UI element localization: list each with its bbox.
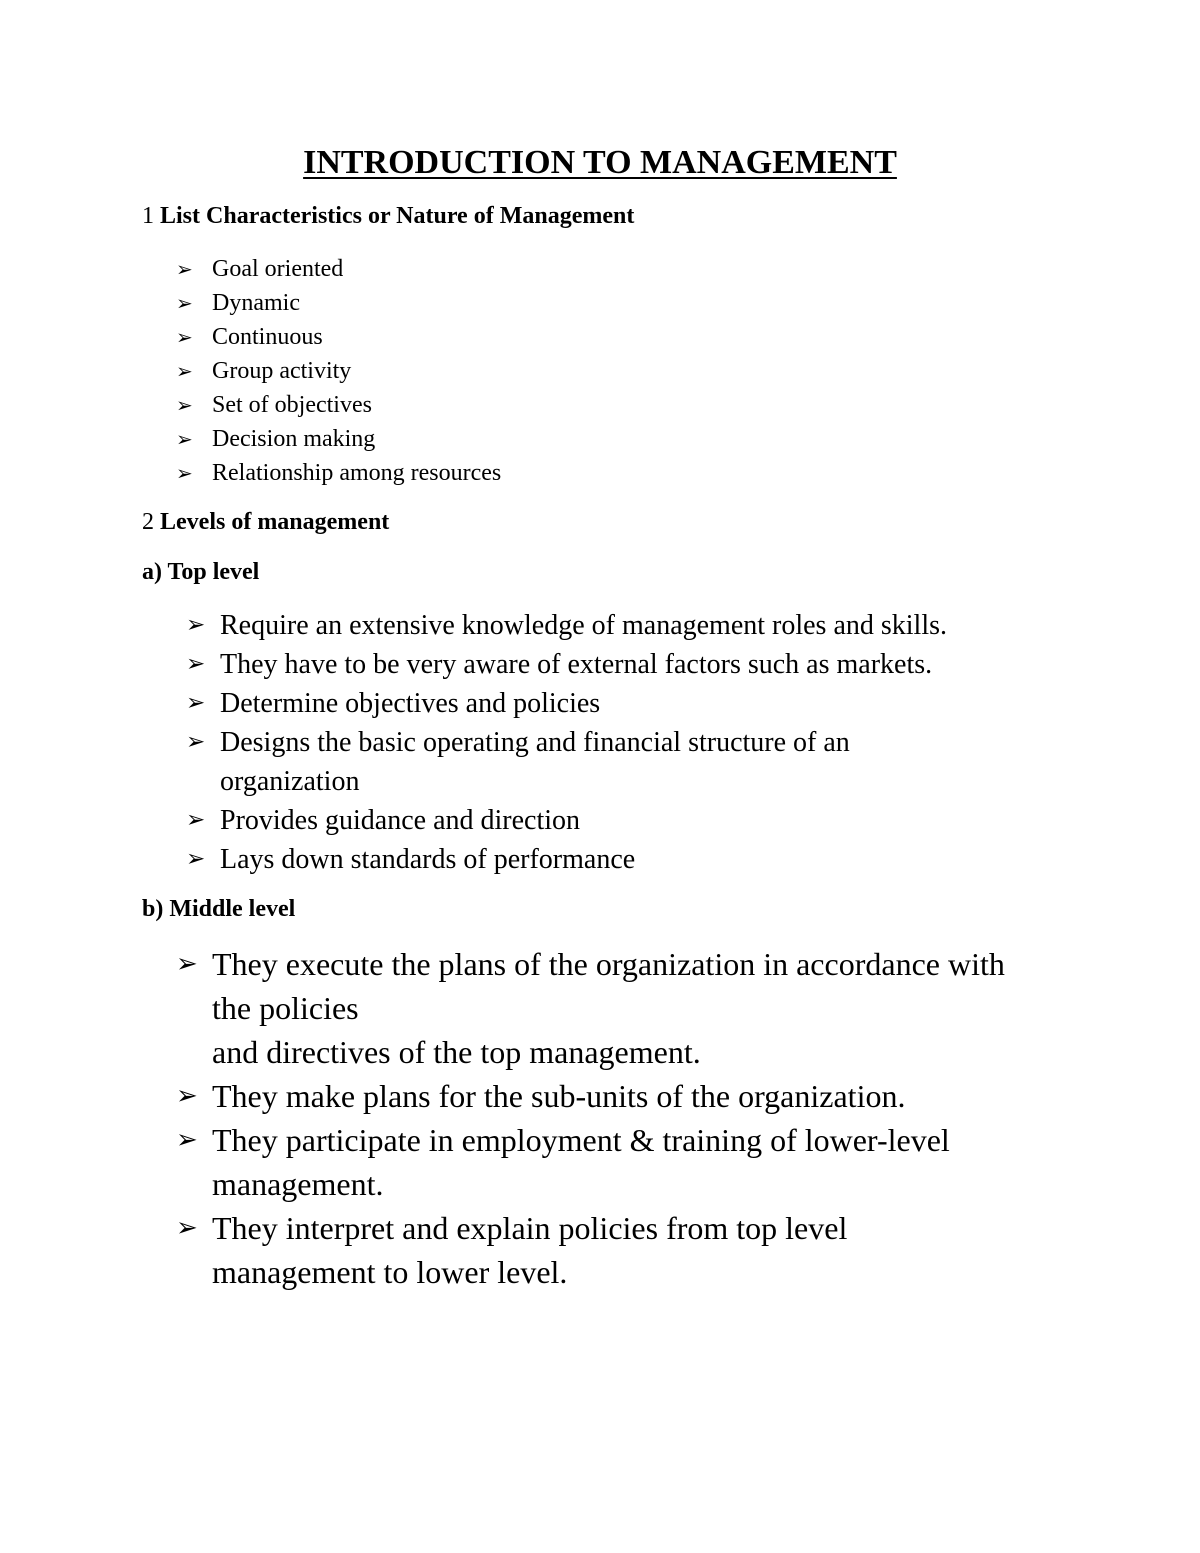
section1-heading xyxy=(142,200,634,232)
list-item xyxy=(176,1074,1042,1118)
list-item-text: Designs the basic operating and financial structure of an organization xyxy=(220,727,850,797)
arrow-bullet-icon: ➢ xyxy=(176,949,198,979)
section2-number: 2 xyxy=(142,509,154,535)
middle-level-heading xyxy=(142,893,295,925)
middle-level-list xyxy=(176,942,1042,1294)
arrow-bullet-icon: ➢ xyxy=(176,257,193,281)
arrow-bullet-icon: ➢ xyxy=(186,846,206,872)
list-item-continuation: and directives of the top management. xyxy=(212,1034,701,1070)
list-item-text: They participate in employment & training of lower-level management. xyxy=(212,1122,950,1202)
arrow-bullet-icon: ➢ xyxy=(186,807,206,833)
list-item xyxy=(186,645,1000,684)
arrow-bullet-icon: ➢ xyxy=(176,1213,198,1243)
top-level-heading xyxy=(142,556,259,588)
top-level-heading-text: a) Top level xyxy=(142,559,260,585)
list-item xyxy=(176,1118,1042,1206)
characteristics-list xyxy=(176,252,501,490)
list-item-text: Provides guidance and direction xyxy=(220,805,581,836)
list-item-text: Continuous xyxy=(212,324,323,350)
list-item-text: Group activity xyxy=(212,358,352,384)
list-item-text: Dynamic xyxy=(212,290,300,316)
list-item-text: Determine objectives and policies xyxy=(220,688,601,719)
arrow-bullet-icon: ➢ xyxy=(176,359,193,383)
page-title: INTRODUCTION TO MANAGEMENT xyxy=(303,144,897,181)
list-item-text: Decision making xyxy=(212,426,376,452)
list-item xyxy=(176,286,501,320)
section2-heading-text: Levels of management xyxy=(160,509,390,535)
arrow-bullet-icon: ➢ xyxy=(186,612,206,638)
list-item-text: Set of objectives xyxy=(212,392,372,418)
list-item xyxy=(176,1206,932,1294)
arrow-bullet-icon: ➢ xyxy=(176,461,193,485)
list-item-text: Lays down standards of performance xyxy=(220,844,636,875)
section2-heading xyxy=(142,506,389,538)
list-item xyxy=(186,684,1000,723)
list-item-text: Relationship among resources xyxy=(212,460,502,486)
list-item-text: They interpret and explain policies from top level management to lower level. xyxy=(212,1210,848,1290)
list-item xyxy=(176,942,1042,1074)
list-item xyxy=(176,320,501,354)
list-item-text: Goal oriented xyxy=(212,256,344,282)
list-item xyxy=(186,606,1000,645)
list-item-text: Require an extensive knowledge of management roles and skills. xyxy=(220,610,948,641)
arrow-bullet-icon: ➢ xyxy=(176,427,193,451)
list-item xyxy=(186,840,1000,879)
arrow-bullet-icon: ➢ xyxy=(176,1081,198,1111)
list-item xyxy=(176,252,501,286)
list-item xyxy=(186,801,1000,840)
list-item xyxy=(176,388,501,422)
arrow-bullet-icon: ➢ xyxy=(176,1125,198,1155)
top-level-list xyxy=(186,606,1000,879)
list-item xyxy=(176,422,501,456)
list-item-text: They make plans for the sub-units of the organization. xyxy=(212,1078,906,1114)
section1-heading-text: List Characteristics or Nature of Management xyxy=(160,203,635,229)
arrow-bullet-icon: ➢ xyxy=(176,325,193,349)
arrow-bullet-icon: ➢ xyxy=(186,651,206,677)
arrow-bullet-icon: ➢ xyxy=(186,729,206,755)
arrow-bullet-icon: ➢ xyxy=(186,690,206,716)
arrow-bullet-icon: ➢ xyxy=(176,291,193,315)
list-item-text: They have to be very aware of external factors such as markets. xyxy=(220,649,933,680)
list-item xyxy=(176,354,501,388)
section1-number: 1 xyxy=(142,203,154,229)
arrow-bullet-icon: ➢ xyxy=(176,393,193,417)
list-item xyxy=(176,456,501,490)
list-item xyxy=(186,723,920,801)
middle-level-heading-text: b) Middle level xyxy=(142,896,296,922)
list-item-text: They execute the plans of the organization in accordance with the policies xyxy=(212,946,1005,1026)
